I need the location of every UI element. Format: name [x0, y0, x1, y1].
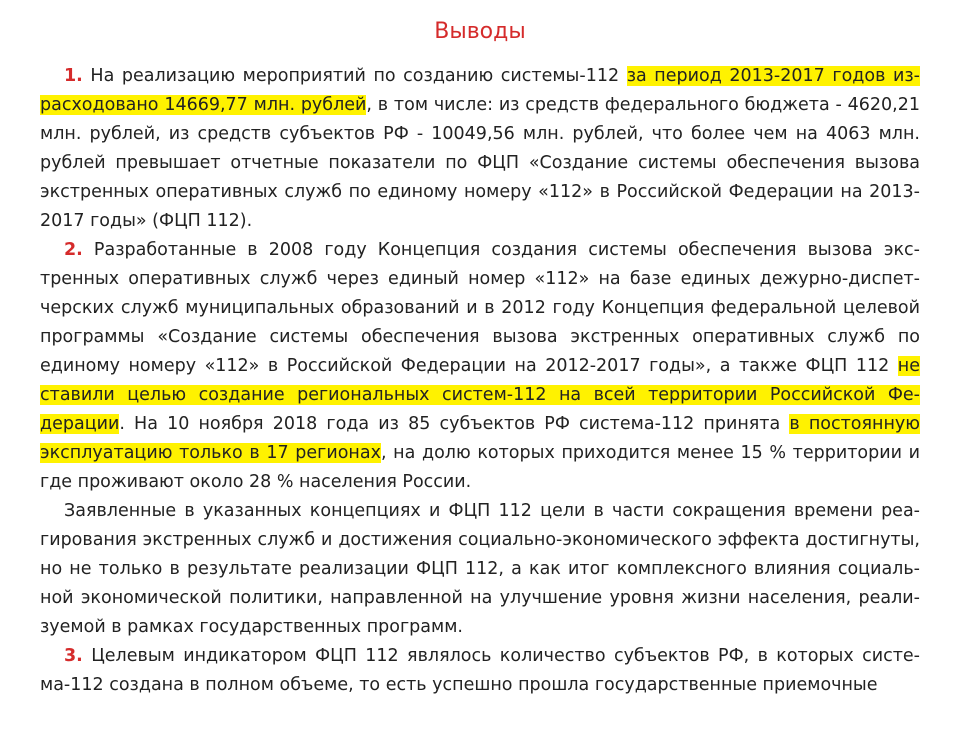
- p2-text-2: . На 10 ноября 2018 года из 85 субъектов РФ система-112 принята: [119, 414, 790, 434]
- section-title: Выводы: [434, 19, 526, 44]
- item-number-1: 1.: [64, 66, 83, 86]
- p3-text-1: Заявленные в указанных концепциях и ФЦП 112 цели в части сокращения времени реагирования экстренных служб и достижения социально-экономического эффекта достигнуты, но не только в результате реализации ФЦП 112, а как итог комплексного влияния социальной экономической политики, направленной на улучшение уровня жизни населения, реализуемой в рамках государственных программ.: [40, 501, 920, 637]
- p2-text-1: Разработанные в 2008 году Концепция создания системы обеспечения вызова экстренных оперативных служб через единый номер «112» на базе единых дежурно-диспетчерских служб муниципальных образований и в 2012 году Концепция федеральной целевой программы «Создание системы обеспечения вызова экстренных оперативных служб по единому номеру «112» в Российской Федерации на 2012-2017 годы», а также ФЦП 112: [40, 240, 920, 376]
- paragraph-2: [40, 236, 920, 497]
- p1-highlight-1: за период 2013-2017 годов израсходовано 14669,77 млн. рублей: [40, 66, 920, 115]
- paragraph-4: [40, 642, 920, 700]
- p1-text-1: На реализацию мероприятий по созданию системы-112: [82, 66, 627, 86]
- item-number-2: 2.: [64, 240, 83, 260]
- p2-highlight-1: не ставили целью создание региональных систем-112 на всей территории Российской Федерации: [40, 356, 920, 434]
- item-number-3: 3.: [64, 646, 83, 666]
- document-page: [40, 14, 920, 700]
- p2-highlight-2: в постоянную эксплуатацию только в 17 регионах: [40, 414, 920, 463]
- p2-text-3: , на долю которых приходится менее 15 % территории и где проживают около 28 % населения России.: [40, 443, 920, 492]
- paragraph-3: [40, 497, 920, 642]
- paragraph-1: [40, 62, 920, 236]
- p4-text-1: Целевым индикатором ФЦП 112 являлось количество субъектов РФ, в которых система-112 создана в полном объеме, то есть успешно прошла государственные приемочные: [40, 646, 920, 695]
- p1-text-2: , в том числе: из средств федерального бюджета - 4620,21 млн. рублей, из средств субъектов РФ - 10049,56 млн. рублей, что более чем на 4063 млн. рублей превышает отчетные показатели по ФЦП «Создание системы обеспечения вызова экстренных оперативных служб по единому номеру «112» в Российской Федерации на 2013-2017 годы» (ФЦП 112).: [40, 95, 920, 231]
